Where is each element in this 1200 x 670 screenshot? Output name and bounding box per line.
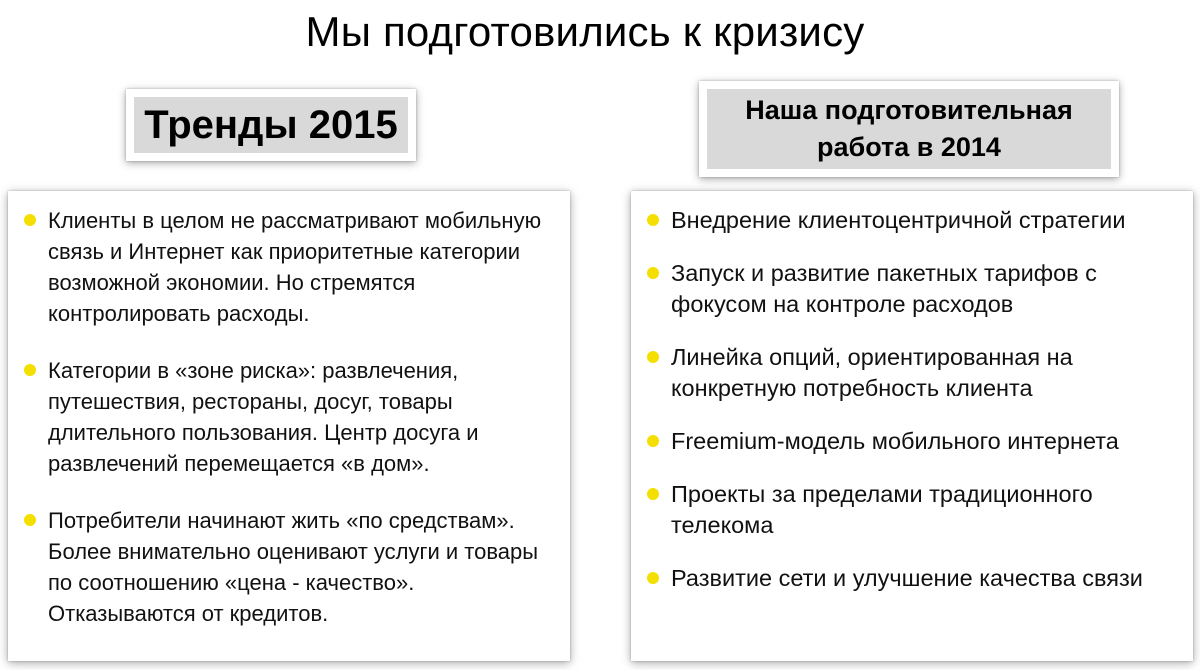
bullet-dot-icon bbox=[24, 214, 36, 226]
preparation-label-line1: Наша подготовительная bbox=[745, 95, 1073, 125]
preparation-item-text: Линейка опций, ориентированная на конкретную потребность клиента bbox=[671, 344, 1073, 401]
trend-item bbox=[20, 205, 565, 329]
preparation-item bbox=[643, 479, 1191, 541]
trend-item bbox=[20, 355, 565, 479]
bullet-dot-icon bbox=[24, 514, 36, 526]
preparation-item-text: Проекты за пределами традиционного телекома bbox=[671, 481, 1093, 538]
bullet-dot-icon bbox=[647, 572, 659, 584]
preparation-label-card bbox=[699, 81, 1119, 177]
preparation-item bbox=[643, 342, 1191, 404]
bullet-dot-icon bbox=[647, 351, 659, 363]
preparation-item-text: Развитие сети и улучшение качества связи bbox=[671, 565, 1143, 591]
trends-list bbox=[20, 205, 565, 655]
trend-item bbox=[20, 505, 565, 629]
bullet-dot-icon bbox=[647, 267, 659, 279]
bullet-dot-icon bbox=[24, 364, 36, 376]
trend-item-text: Потребители начинают жить «по средствам». Более внимательно оценивают услуги и товары по соотношению «цена - качество». Отказываются от кредитов. bbox=[48, 508, 539, 626]
preparation-item-text: Freemium-модель мобильного интернета bbox=[671, 428, 1119, 454]
preparation-label-line2: работа в 2014 bbox=[817, 132, 1001, 162]
slide-title: Мы подготовились к кризису bbox=[305, 8, 865, 55]
preparation-label bbox=[707, 89, 1111, 169]
preparation-item bbox=[643, 563, 1191, 594]
preparation-item-text: Запуск и развитие пакетных тарифов с фокусом на контроле расходов bbox=[671, 260, 1097, 317]
trends-label: Тренды 2015 bbox=[134, 97, 408, 153]
preparation-list bbox=[643, 205, 1191, 616]
preparation-panel bbox=[631, 191, 1193, 661]
bullet-dot-icon bbox=[647, 214, 659, 226]
preparation-item-text: Внедрение клиентоцентричной стратегии bbox=[671, 207, 1126, 233]
trend-item-text: Клиенты в целом не рассматривают мобильную связь и Интернет как приоритетные категории возможной экономии. Но стремятся контролировать расходы. bbox=[48, 208, 542, 326]
bullet-dot-icon bbox=[647, 488, 659, 500]
trend-item-text: Категории в «зоне риска»: развлечения, путешествия, рестораны, досуг, товары длительного пользования. Центр досуга и развлечений перемещается «в дом». bbox=[48, 358, 479, 476]
preparation-item bbox=[643, 258, 1191, 320]
preparation-item bbox=[643, 205, 1191, 236]
preparation-item bbox=[643, 426, 1191, 457]
bullet-dot-icon bbox=[647, 435, 659, 447]
trends-label-card bbox=[126, 89, 416, 161]
trends-panel bbox=[8, 191, 570, 661]
